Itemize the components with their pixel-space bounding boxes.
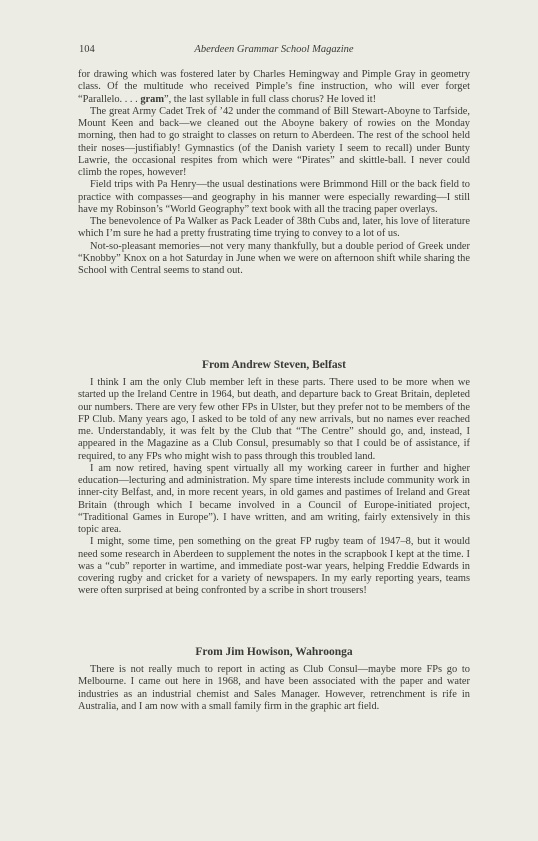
letter-jim-howison bbox=[78, 664, 470, 713]
section-heading-jim-howison: From Jim Howison, Wahroonga bbox=[195, 646, 353, 658]
running-title: Aberdeen Grammar School Magazine bbox=[194, 44, 354, 55]
paragraph: The great Army Cadet Trek of ’42 under the command of Bill Stewart-Aboyne to Tarfside, Mount Keen and back—we cleaned out the Aboyne bakery of rowies on the Monday morning, then had to go straight to classes on return to Aberdeen. The rest of the school held their noses—justifiably! Gymnastics (of the Danish variety I seem to recall) under Bunty Lawrie, the occasional respites from which were “Pirates” and skittle-ball. I never could climb the ropes, however! bbox=[78, 105, 470, 178]
letter-andrew-steven bbox=[78, 377, 470, 598]
paragraph: I am now retired, having spent virtually all my working career in further and higher education—lecturing and administration. My spare time interests include community work in inner-city Belfast, and, in more recent years, in old games and pastimes of Ireland and Great Britain (through which I became involved in a Council of Europe-initiated project, “Traditional Games in Europe”). I have written, and am writing, fairly extensively in this topic area. bbox=[78, 462, 470, 535]
paragraph: The benevolence of Pa Walker as Pack Leader of 38th Cubs and, later, his love of literature which I’m sure he had a pretty frustrating time trying to convey to a lot of us. bbox=[78, 216, 470, 240]
paragraph: There is not really much to report in acting as Club Consul—maybe more FPs go to Melbourne. I came out here in 1968, and have been associated with the paper and water industries as an industrial chemist and Sales Manager. However, retrenchment is rife in Australia, and I am now with a small family firm in the graphic art field. bbox=[78, 664, 470, 712]
paragraph: I might, some time, pen something on the great FP rugby team of 1947–8, but it would need some research in Aberdeen to supplement the notes in the scrapbook I kept at the time. I was a “cub” reporter in wartime, and immediate post-war years, helping Freddie Edwards in covering rugby and cricket for a variety of newspapers. In my early reporting years, teams were often surprised at being confronted by a scribe in short trousers! bbox=[78, 536, 470, 597]
page-header bbox=[79, 44, 469, 58]
section-heading-andrew-steven: From Andrew Steven, Belfast bbox=[202, 359, 346, 371]
paragraph: for drawing which was fostered later by Charles Hemingway and Pimple Gray in geometry class. Of the multitude who received Pimple’s fine instruction, who will ever forget “Parallelo. . . . gram”, the last syllable in full class chorus? He loved it! bbox=[78, 69, 470, 105]
paragraph: Field trips with Pa Henry—the usual destinations were Brimmond Hill or the back field to practice with compasses—and geography in his manner were especially rewarding—I still have my Robinson’s “World Geography” text book with all the tracing paper overlays. bbox=[78, 179, 470, 215]
page-number: 104 bbox=[79, 44, 95, 55]
intro-memories bbox=[78, 69, 470, 277]
paragraph: Not-so-pleasant memories—not very many thankfully, but a double period of Greek under “Knobby” Knox on a hot Saturday in June when we were on afternoon shift while sharing the School with Central seems to stand out. bbox=[78, 240, 470, 276]
paragraph: I think I am the only Club member left in these parts. There used to be more when we started up the Ireland Centre in 1964, but death, and departure back to Great Britain, depleted our numbers. There are very few other FPs in Ulster, but they prefer not to be members of the FP Club. Many years ago, I asked to be told of any new arrivals, but no names ever reached me. Understandably, it was felt by the Club that “The Centre” should go, and, instead, I appeared in the Magazine as a Club Consul, presumably so that I could be of assistance, if required, to any FPs who might wish to pass through this troubled land. bbox=[78, 377, 470, 462]
